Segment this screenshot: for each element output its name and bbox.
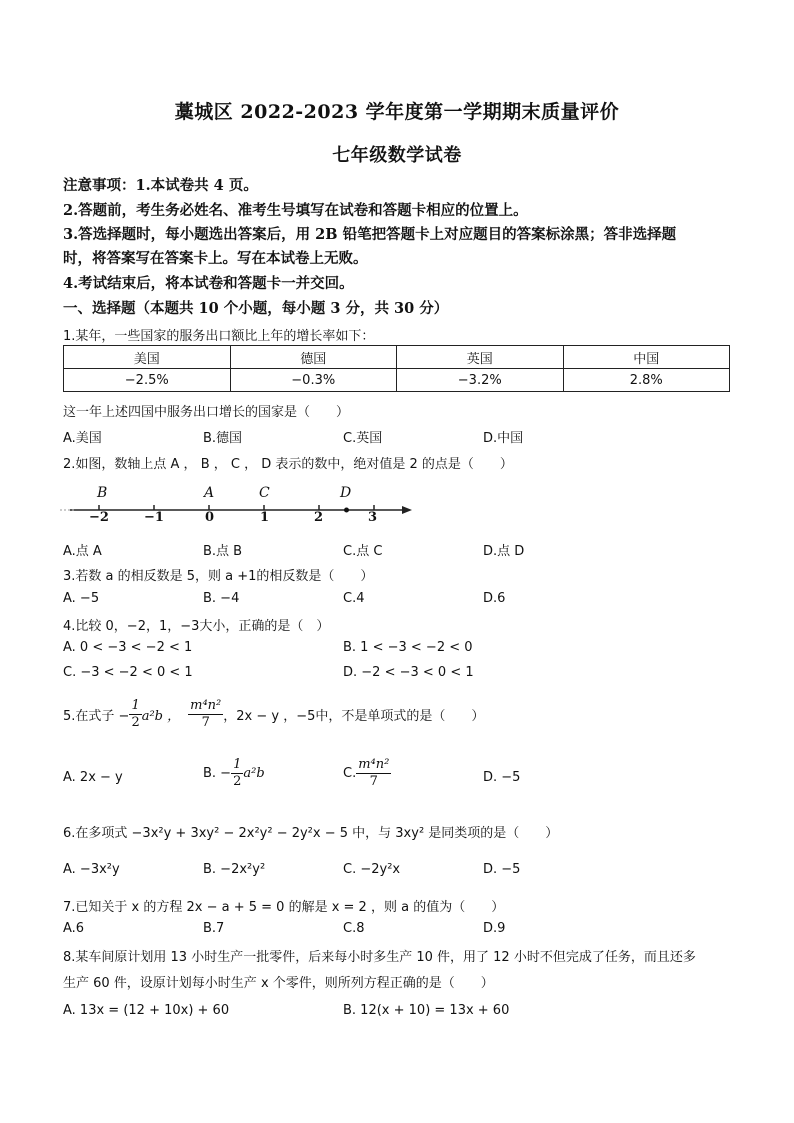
- fraction-denominator: 7: [201, 715, 210, 730]
- section-heading: 一、选择题（本题共 10 个小题，每小题 3 分，共 30 分）: [63, 300, 449, 317]
- q6-option-d: D. −5: [483, 862, 521, 877]
- q5-term1: a²b ，: [141, 709, 181, 724]
- q7-option-b: B.7: [203, 921, 225, 936]
- point-label-d: D: [340, 485, 352, 501]
- q4-option-a: A. 0 < −3 < −2 < 1: [63, 640, 193, 655]
- q2-option-b: B.点 B: [203, 544, 243, 559]
- q5-prefix: 5.在式子 −: [63, 709, 130, 724]
- table-header-cell: 中国: [563, 346, 730, 369]
- q5-stem: [63, 698, 484, 731]
- tick-label: 0: [205, 510, 215, 525]
- point-label-b: B: [97, 485, 108, 501]
- q4-stem: 4.比较 0，−2，1，−3大小，正确的是（ ）: [63, 619, 330, 634]
- fraction-numerator: 1: [233, 757, 242, 772]
- table-cell: −2.5%: [64, 369, 231, 392]
- q5-option-b-fraction: [231, 757, 243, 790]
- q5-option-b: [203, 757, 265, 790]
- notice-2: 2.答题前，考生务必姓名、准考生号填写在试卷和答题卡相应的位置上。: [63, 202, 528, 219]
- page-title: 藁城区 2022-2023 学年度第一学期期末质量评价: [174, 101, 620, 123]
- q3-option-a: A. −5: [63, 591, 100, 606]
- q4-option-c: C. −3 < −2 < 0 < 1: [63, 665, 193, 680]
- q3-option-d: D.6: [483, 591, 506, 606]
- number-line-labels: [60, 480, 420, 530]
- q6-option-b: B. −2x²y²: [203, 862, 266, 877]
- q3-option-c: C.4: [343, 591, 365, 606]
- tick-label: 1: [260, 510, 270, 525]
- q3-option-b: B. −4: [203, 591, 240, 606]
- notice-4: 4.考试结束后，将本试卷和答题卡一并交回。: [63, 275, 354, 292]
- q2-option-c: C.点 C: [343, 544, 383, 559]
- table-row: [64, 369, 730, 392]
- q6-stem: 6.在多项式 −3x²y + 3xy² − 2x²y² − 2y²x − 5 中，与 3xy² 是同类项的是（ ）: [63, 826, 559, 841]
- q5-fraction-half: [129, 698, 141, 731]
- growth-table: [63, 345, 730, 392]
- fraction-numerator: m⁴n²: [358, 757, 390, 772]
- q8-option-b: B. 12(x + 10) = 13x + 60: [343, 1003, 510, 1018]
- q7-option-d: D.9: [483, 921, 506, 936]
- fraction-numerator: 1: [131, 698, 140, 713]
- q7-option-a: A.6: [63, 921, 85, 936]
- q2-option-a: A.点 A: [63, 544, 102, 559]
- table-header-cell: 英国: [397, 346, 564, 369]
- q1-stem: 1.某年，一些国家的服务出口额比上年的增长率如下：: [63, 329, 375, 344]
- q4-option-d: D. −2 < −3 < 0 < 1: [343, 665, 474, 680]
- fraction-denominator: 2: [233, 774, 242, 789]
- table-cell: −0.3%: [230, 369, 397, 392]
- table-header-cell: 美国: [64, 346, 231, 369]
- table-cell: 2.8%: [563, 369, 730, 392]
- fraction-numerator: m⁴n²: [190, 698, 222, 713]
- q2-stem: 2.如图，数轴上点 A ， B ， C ， D 表示的数中，绝对值是 2 的点是（ ）: [63, 457, 513, 472]
- q1-option-d: D.中国: [483, 431, 524, 446]
- q8-stem-line2: 生产 60 件，设原计划每小时生产 x 个零件，则所列方程正确的是（ ）: [63, 976, 494, 991]
- q5-option-c-fraction: [356, 757, 391, 790]
- q5-fraction-mn: [188, 698, 223, 731]
- option-prefix: C.: [343, 766, 357, 781]
- point-label-a: A: [204, 485, 215, 501]
- q1-option-c: C.英国: [343, 431, 383, 446]
- q5-option-a: A. 2x − y: [63, 770, 123, 785]
- fraction-denominator: 2: [131, 715, 140, 730]
- q4-option-b: B. 1 < −3 < −2 < 0: [343, 640, 473, 655]
- q5-rest: ，2x − y ，−5中，不是单项式的是（ ）: [223, 709, 485, 724]
- option-prefix: B. −: [203, 766, 232, 781]
- point-label-c: C: [259, 485, 270, 501]
- q8-stem-line1: 8.某车间原计划用 13 小时生产一批零件，后来每小时多生产 10 件，用了 12 小时不但完成了任务，而且还多: [63, 950, 696, 965]
- tick-label: 3: [368, 510, 378, 525]
- q5-option-d: D. −5: [483, 770, 521, 785]
- q3-stem: 3.若数 a 的相反数是 5，则 a +1的相反数是（ ）: [63, 569, 374, 584]
- q1-question: 这一年上述四国中服务出口增长的国家是（ ）: [63, 405, 350, 420]
- tick-label: 2: [314, 510, 324, 525]
- table-cell: −3.2%: [397, 369, 564, 392]
- q7-stem: 7.已知关于 x 的方程 2x − a + 5 = 0 的解是 x = 2 ，则 a 的值为（ ）: [63, 900, 505, 915]
- tick-label: −1: [144, 510, 164, 525]
- notice-1: 注意事项：1.本试卷共 4 页。: [63, 177, 258, 194]
- tick-label: −2: [89, 510, 109, 525]
- q6-option-a: A. −3x²y: [63, 862, 120, 877]
- q1-option-b: B.德国: [203, 431, 243, 446]
- notice-3: 3.答选择题时，每小题选出答案后，用 2B 铅笔把答题卡上对应题目的答案标涂黑；答非选择题: [63, 226, 677, 243]
- q6-option-c: C. −2y²x: [343, 862, 401, 877]
- q8-option-a: A. 13x = (12 + 10x) + 60: [63, 1003, 230, 1018]
- fraction-denominator: 7: [369, 774, 378, 789]
- option-term: a²b: [243, 766, 265, 781]
- q1-option-a: A.美国: [63, 431, 102, 446]
- page-subtitle: 七年级数学试卷: [332, 145, 462, 166]
- notice-3-cont: 时，将答案写在答案卡上。写在本试卷上无败。: [63, 250, 368, 267]
- table-header-cell: 德国: [230, 346, 397, 369]
- q5-option-c: [343, 757, 391, 790]
- table-row: [64, 346, 730, 369]
- q2-option-d: D.点 D: [483, 544, 525, 559]
- q7-option-c: C.8: [343, 921, 365, 936]
